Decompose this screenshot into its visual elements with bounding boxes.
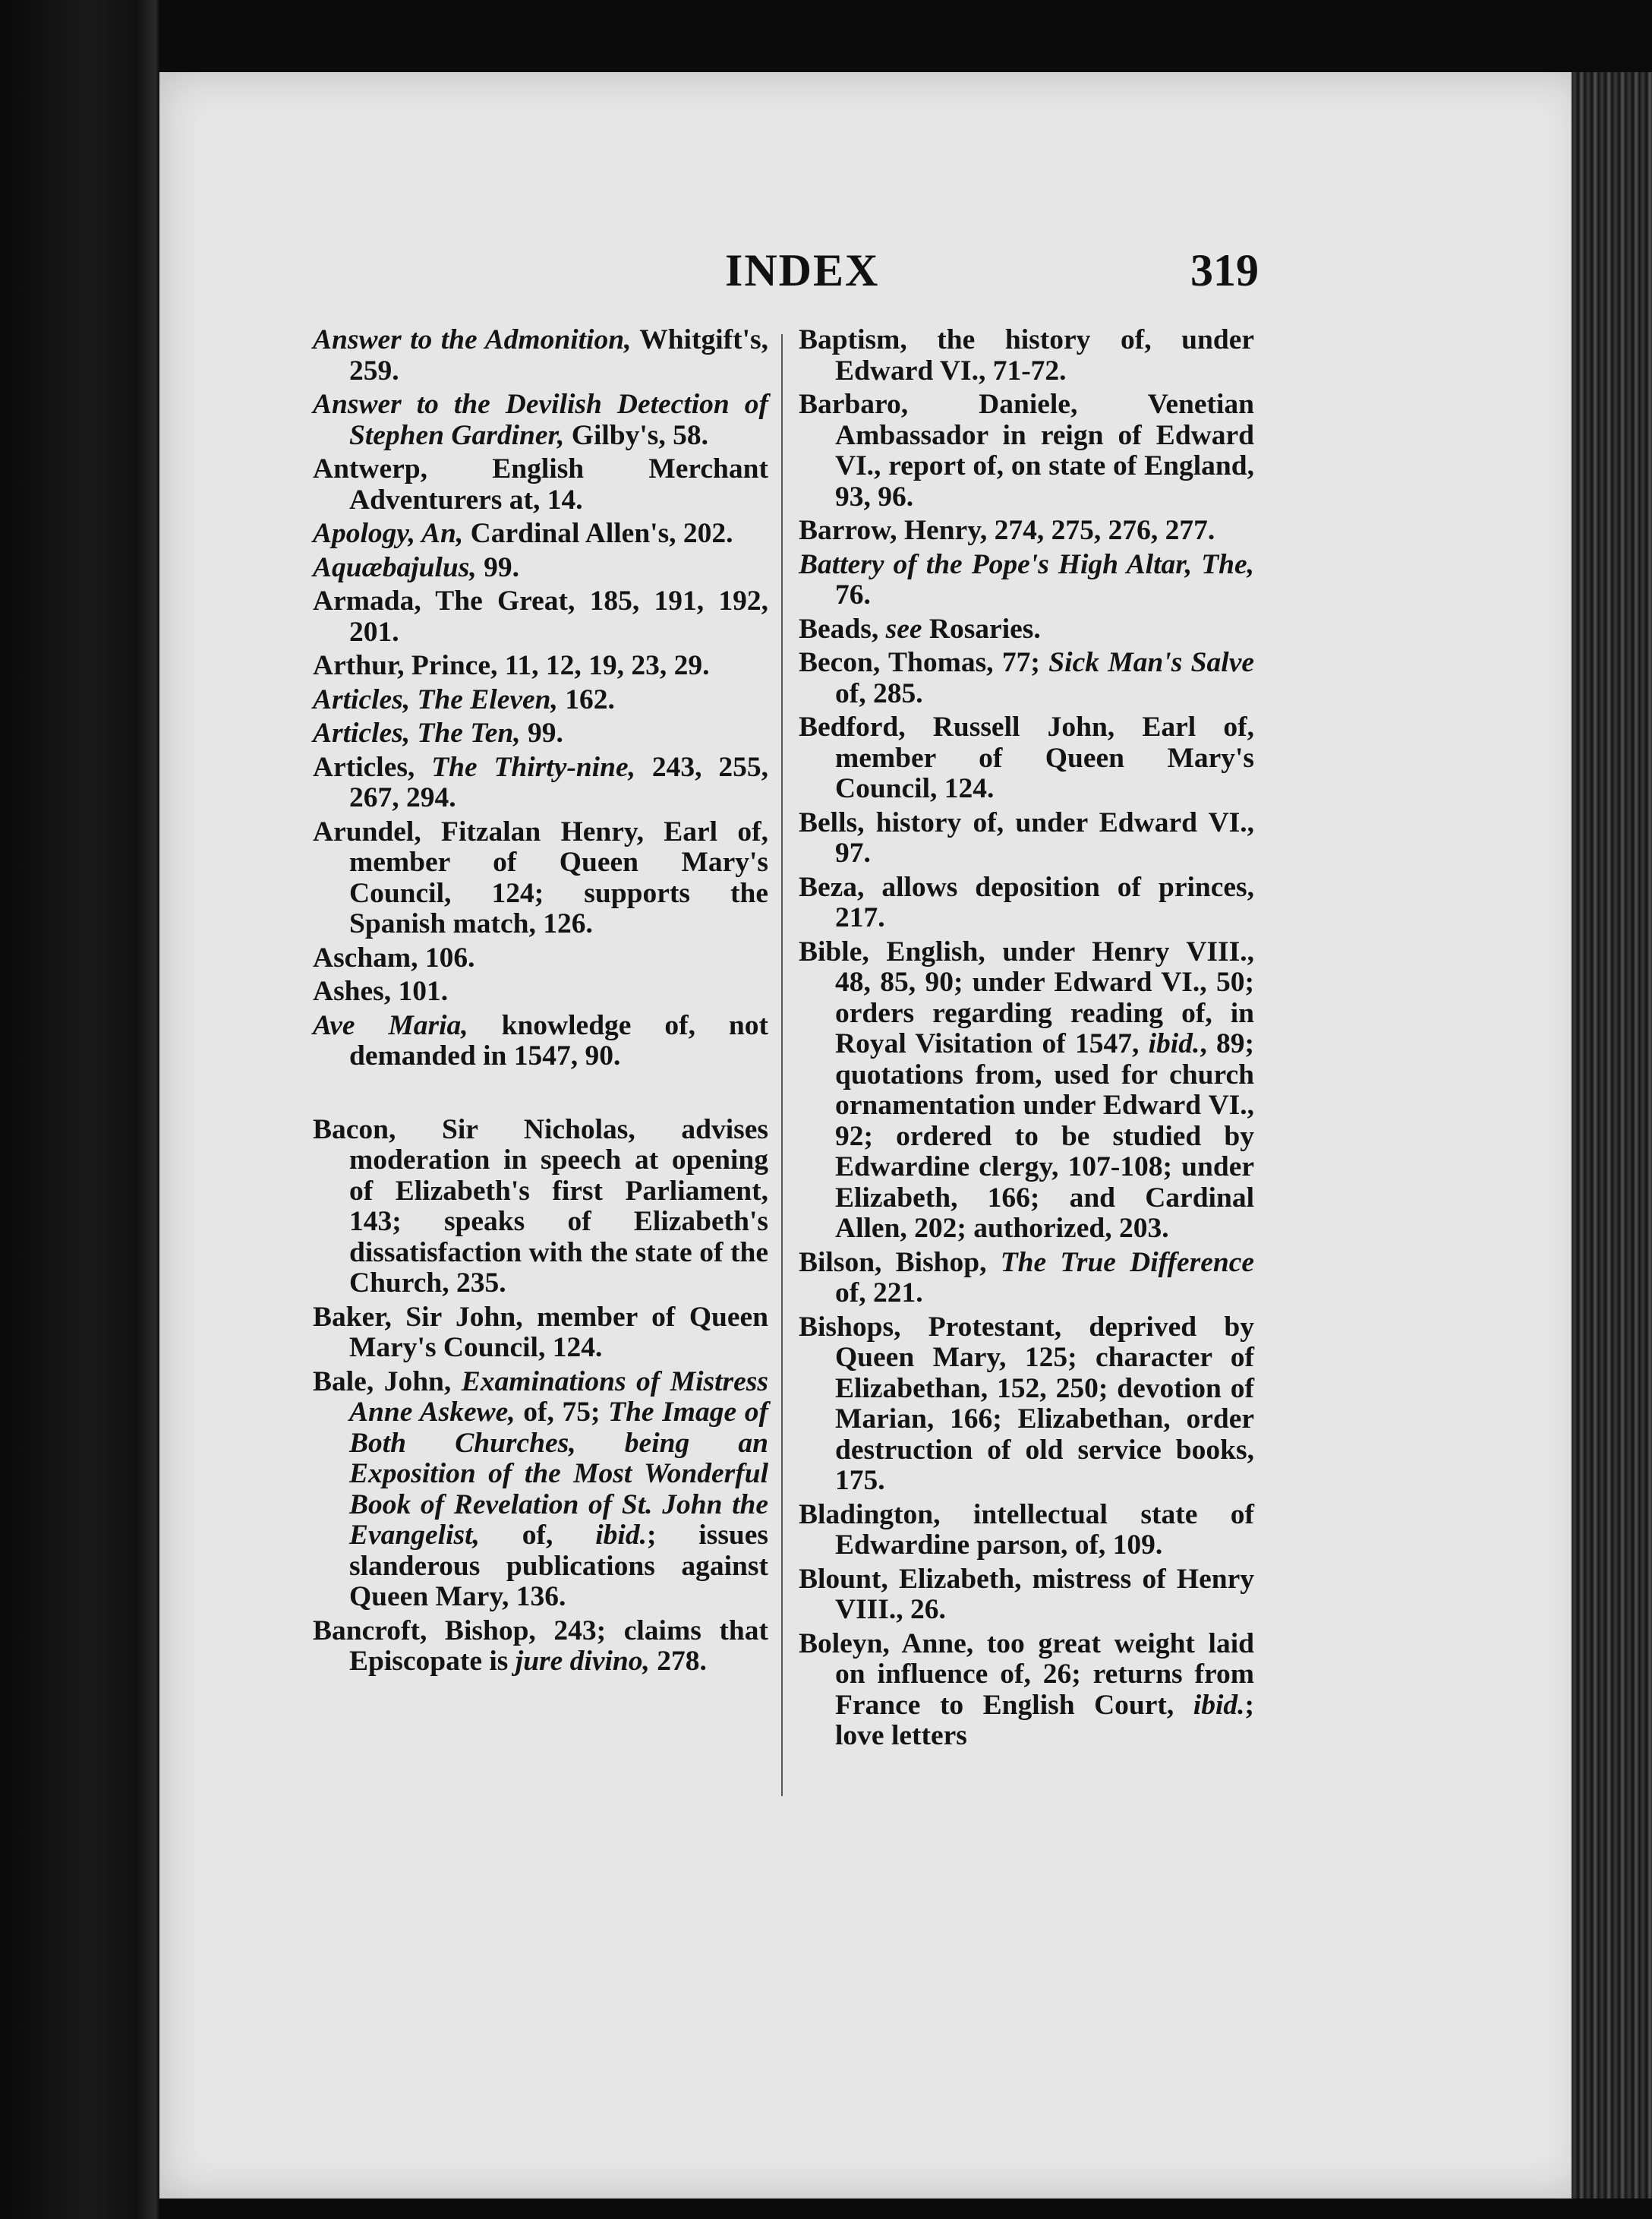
index-entry: Bacon, Sir Nicholas, advises moderation in speech at opening of Elizabeth's first Parliament, 143; speaks of Elizabeth's dissatisfaction with the state of the Church, 235. (313, 1113, 768, 1299)
book-binding (0, 0, 159, 2219)
column-divider (781, 334, 783, 1796)
index-entry: Aquæbajulus, 99. (313, 551, 519, 583)
running-head: INDEX (725, 245, 880, 295)
index-entry: Battery of the Pope's High Altar, The, 76. (799, 548, 1254, 611)
index-column-left (313, 325, 768, 1681)
index-entry: Arundel, Fitzalan Henry, Earl of, member of Queen Mary's Council, 124; supports the Spanish match, 126. (313, 816, 768, 939)
index-entry: Antwerp, English Merchant Adventurers at, 14. (313, 453, 768, 516)
index-entry: Bilson, Bishop, The True Difference of, 221. (799, 1246, 1254, 1308)
index-entry: Blount, Elizabeth, mistress of Henry VIII., 26. (799, 1563, 1254, 1625)
index-column-right (799, 325, 1254, 1755)
index-entry: Articles, The Eleven, 162. (313, 683, 615, 715)
index-entry: Bishops, Protestant, deprived by Queen Mary, 125; character of Elizabethan, 152, 250; devotion of Marian, 166; Elizabethan, order destruction of old service books, 175. (799, 1311, 1254, 1496)
index-entry: Boleyn, Anne, too great weight laid on influence of, 26; returns from France to English Court, ibid.; love letters (799, 1627, 1254, 1751)
index-entry: Ascham, 106. (313, 942, 475, 974)
page-number: 319 (1190, 245, 1259, 295)
index-entry: Bible, English, under Henry VIII., 48, 85, 90; under Edward VI., 50; orders regarding reading of, in Royal Visitation of 1547, ibid., 89; quotations from, used for church ornamentation under Edward VI., 92; ordered to be studied by Edwardine clergy, 107-108; under Elizabeth, 166; and Cardinal Allen, 202; authorized, 203. (799, 936, 1254, 1244)
index-entry: Barbaro, Daniele, Venetian Ambassador in reign of Edward VI., report of, on state of England, 93, 96. (799, 389, 1254, 513)
index-entry: Baker, Sir John, member of Queen Mary's Council, 124. (313, 1301, 768, 1363)
index-entry: Articles, The Thirty-nine, 243, 255, 267, 294. (313, 751, 769, 813)
index-entry: Beza, allows deposition of princes, 217. (799, 871, 1254, 933)
index-entry: Armada, The Great, 185, 191, 192, 201. (313, 586, 768, 648)
index-entry: Articles, The Ten, 99. (313, 718, 563, 749)
index-entry: Bale, John, Examinations of Mistress Anne Askewe, of, 75; The Image of Both Churches, being an Exposition of the Most Wonderful Book of Revelation of St. John the Evangelist, of, ibid.; issues slanderous publications against Queen Mary, 136. (313, 1365, 768, 1612)
index-entry: Answer to the Devilish Detection of Stephen Gardiner, Gilby's, 58. (313, 389, 768, 451)
index-entry: Ave Maria, knowledge of, not demanded in 1547, 90. (313, 1009, 768, 1072)
index-entry: Answer to the Admonition, Whitgift's, 259. (313, 324, 768, 387)
index-entry: Apology, An, Cardinal Allen's, 202. (313, 518, 733, 549)
index-entry: Baptism, the history of, under Edward VI., 71-72. (799, 324, 1254, 387)
index-entry: Bedford, Russell John, Earl of, member of Queen Mary's Council, 124. (799, 712, 1254, 804)
page-edges (1572, 72, 1652, 2198)
index-entry: Bancroft, Bishop, 243; claims that Episcopate is jure divino, 278. (313, 1615, 768, 1677)
index-entry: Barrow, Henry, 274, 275, 276, 277. (799, 515, 1215, 546)
page-header (0, 245, 1652, 305)
index-entry: Arthur, Prince, 11, 12, 19, 23, 29. (313, 650, 710, 681)
index-entry: Beads, see Rosaries. (799, 613, 1041, 645)
index-entry: Becon, Thomas, 77; Sick Man's Salve of, 285. (799, 647, 1254, 709)
index-entry: Bladington, intellectual state of Edwardine parson, of, 109. (799, 1498, 1254, 1561)
index-entry: Bells, history of, under Edward VI., 97. (799, 806, 1254, 869)
index-entry: Ashes, 101. (313, 976, 449, 1007)
